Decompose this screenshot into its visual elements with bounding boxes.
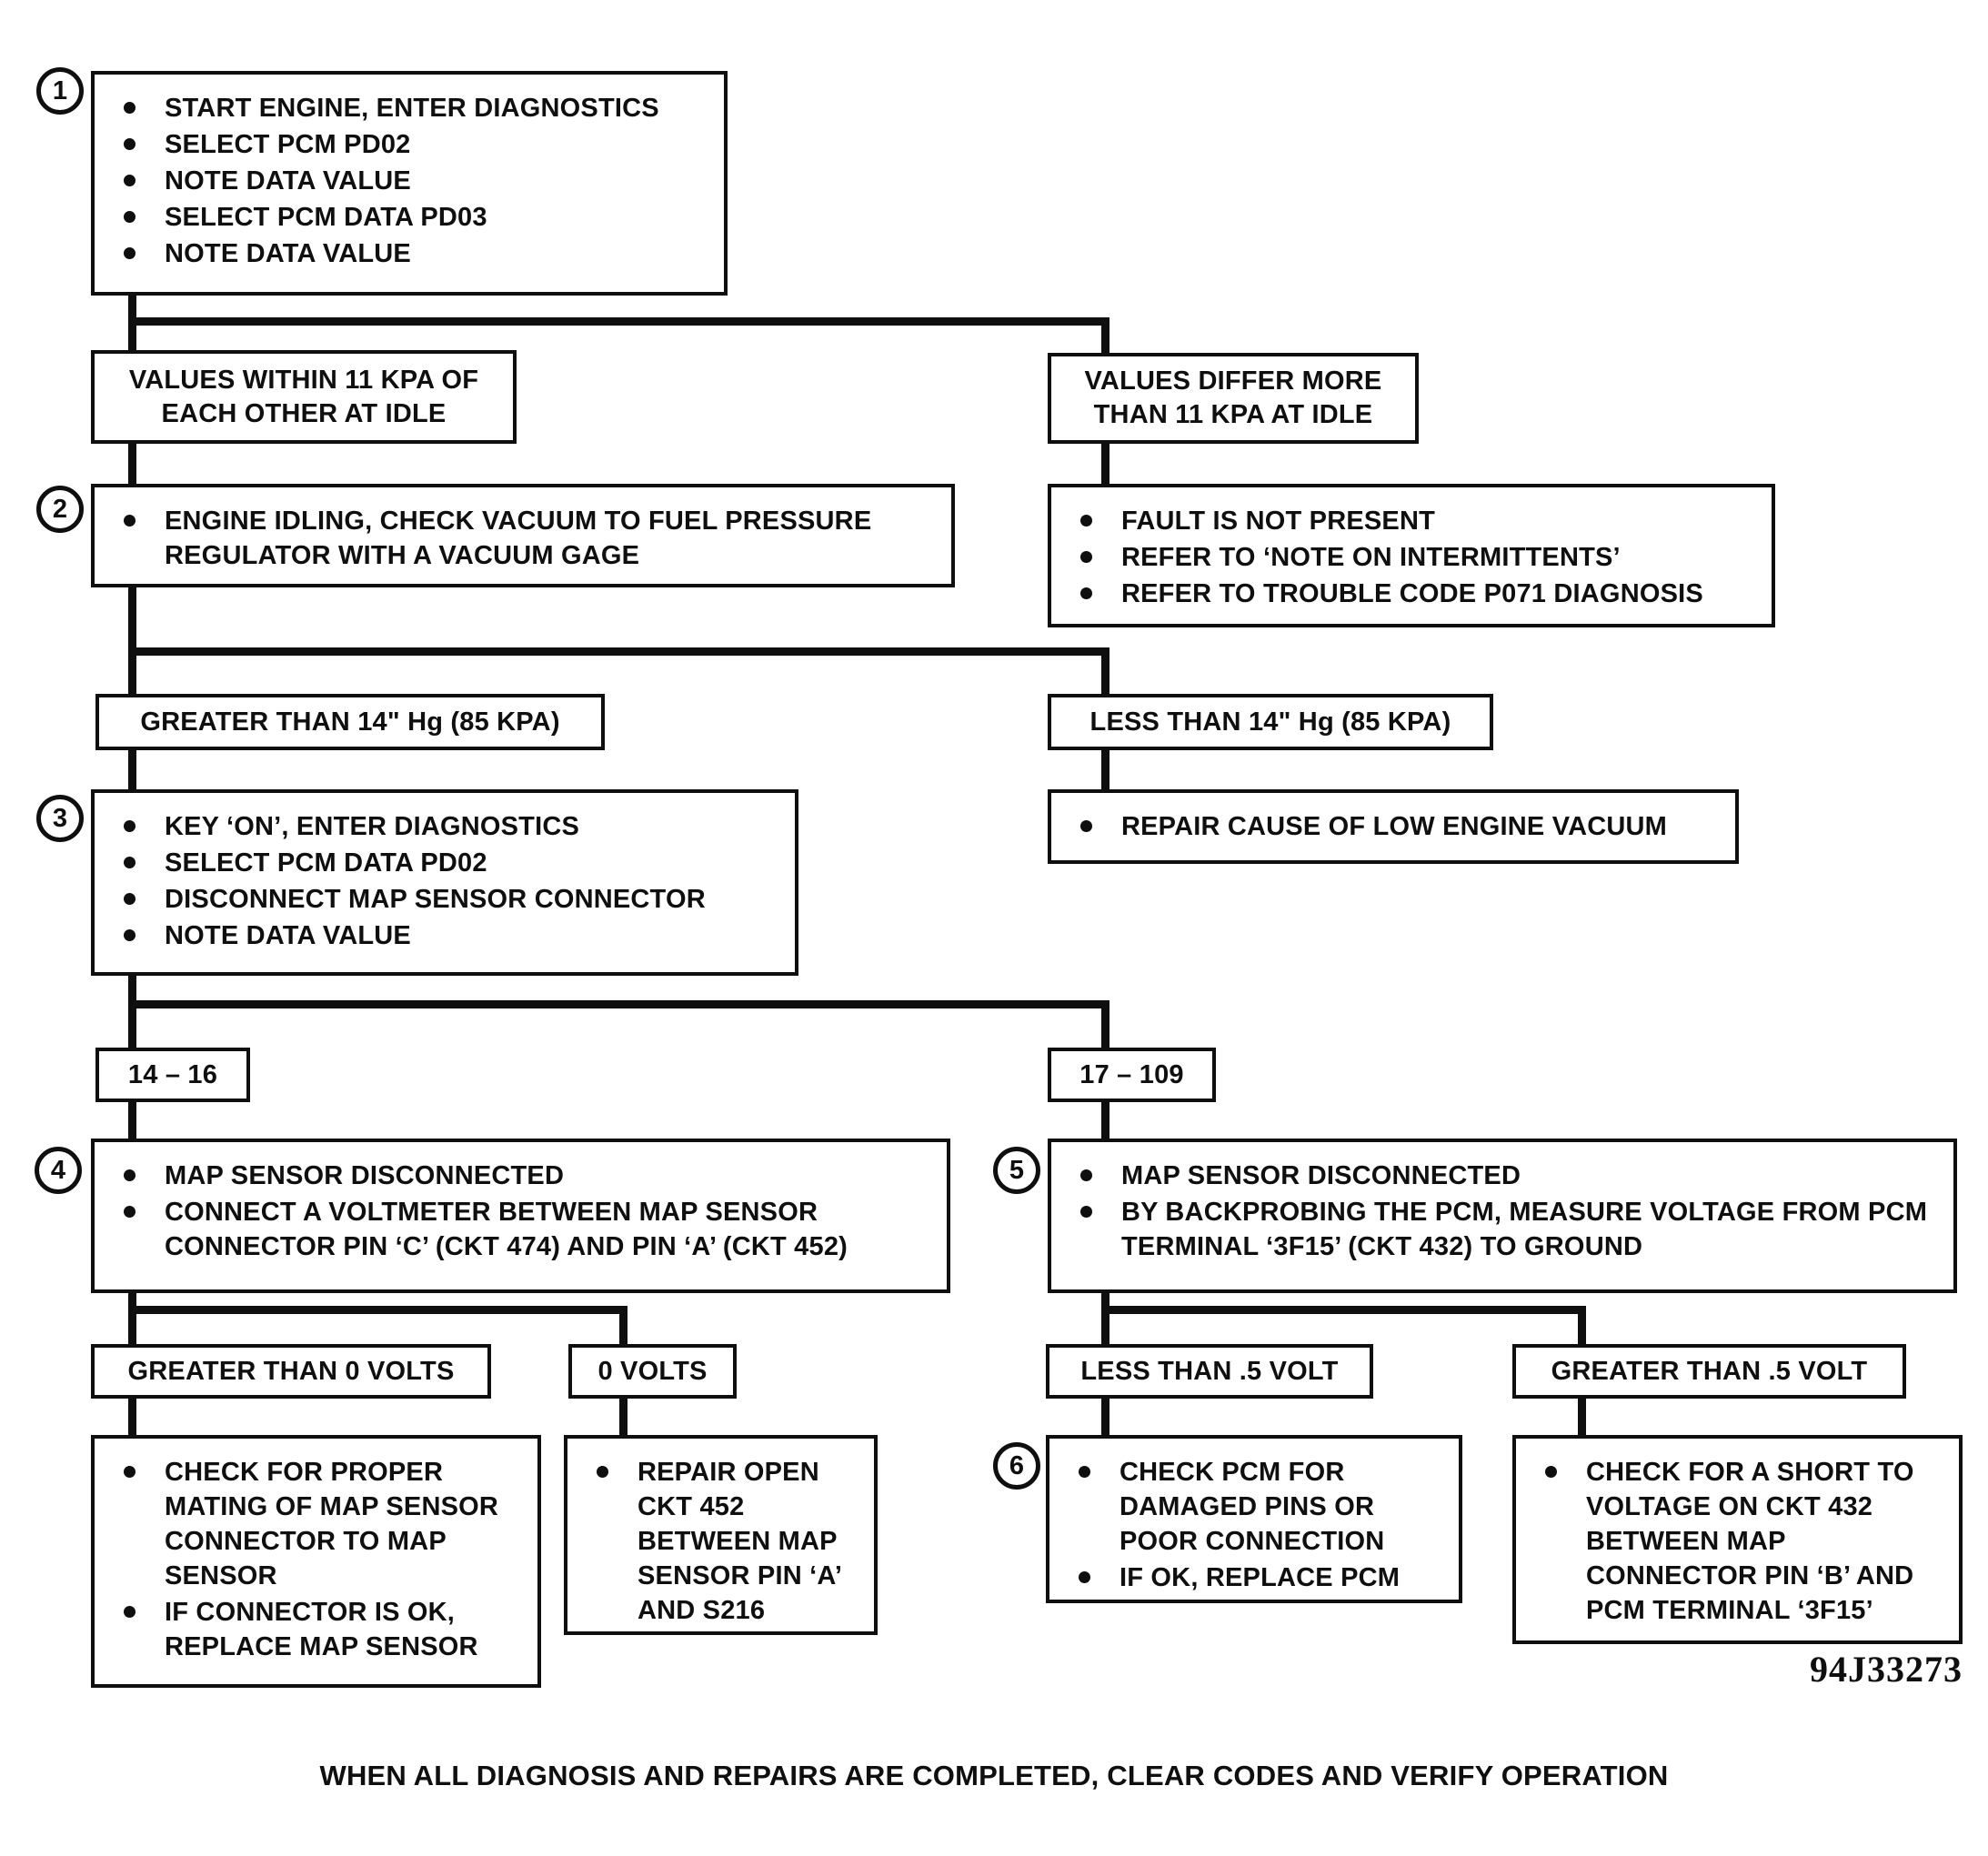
- bullet-item: [107, 1455, 523, 1593]
- bullet-item: [1064, 809, 1721, 844]
- bullet-dot: [1080, 551, 1092, 563]
- bullet-text: SELECT PCM DATA PD02: [165, 848, 487, 878]
- bullet-dot: [124, 1206, 136, 1218]
- step-2-badge: 2: [36, 486, 84, 533]
- connector-line: [1101, 647, 1109, 697]
- branch-values-within-11kpa: [91, 350, 517, 444]
- bullet-item: [107, 846, 780, 880]
- connector-line: [128, 444, 136, 484]
- step-4-badge: 4: [35, 1147, 82, 1194]
- bullet-item: [107, 1195, 932, 1264]
- bullet-text: ENGINE IDLING, CHECK VACUUM TO FUEL PRESSURE REGULATOR WITH A VACUUM GAGE: [165, 507, 872, 570]
- bullet-text: IF OK, REPLACE PCM: [1120, 1563, 1401, 1592]
- branch-label-line: LESS THAN 14" Hg (85 KPA): [1089, 707, 1451, 737]
- bullet-text: REFER TO TROUBLE CODE P071 DIAGNOSIS: [1121, 579, 1703, 608]
- node-repair-low-vacuum: [1048, 789, 1739, 864]
- branch-label-line: GREATER THAN 0 VOLTS: [127, 1356, 455, 1386]
- bullet-item: [1064, 540, 1757, 575]
- bullet-text: REPAIR CAUSE OF LOW ENGINE VACUUM: [1121, 812, 1668, 841]
- bullet-dot: [124, 1466, 136, 1478]
- bullet-dot: [1080, 1206, 1092, 1218]
- bullet-dot: [1545, 1466, 1557, 1478]
- bullet-dot: [124, 211, 136, 223]
- bullet-item: [107, 882, 780, 917]
- node-fault-not-present: [1048, 484, 1775, 627]
- bullet-text: REPAIR OPEN CKT 452 BETWEEN MAP SENSOR PIN ‘A’ AND S216: [638, 1458, 841, 1625]
- bullet-text: NOTE DATA VALUE: [165, 921, 411, 950]
- connector-line: [128, 1397, 136, 1438]
- bullet-item: [107, 1159, 932, 1193]
- branch-range-14-16: [95, 1048, 250, 1102]
- bullet-text: BY BACKPROBING THE PCM, MEASURE VOLTAGE FROM PCM TERMINAL ‘3F15’ (CKT 432) TO GROUND: [1121, 1198, 1928, 1261]
- bullet-item: [1062, 1455, 1444, 1559]
- bullet-item: [107, 236, 709, 271]
- node-check-connector-mating: [91, 1435, 541, 1688]
- bullet-text: FAULT IS NOT PRESENT: [1121, 507, 1436, 536]
- bullet-item: [1064, 577, 1757, 611]
- node-check-short-ckt432: [1512, 1435, 1963, 1644]
- bullet-item: [1064, 1159, 1939, 1193]
- connector-line: [1578, 1306, 1586, 1347]
- bullet-item: [107, 1595, 523, 1664]
- connector-line: [128, 1000, 1109, 1008]
- connector-line: [1101, 1306, 1586, 1314]
- bullet-text: MAP SENSOR DISCONNECTED: [1121, 1161, 1521, 1190]
- bullet-item: [107, 504, 937, 573]
- bullet-item: [107, 200, 709, 235]
- connector-line: [128, 748, 136, 792]
- bullet-dot: [124, 175, 136, 186]
- branch-label-line: GREATER THAN 14" Hg (85 KPA): [140, 707, 560, 737]
- bullet-text: CONNECT A VOLTMETER BETWEEN MAP SENSOR CONNECTOR PIN ‘C’ (CKT 474) AND PIN ‘A’ (CKT 452): [165, 1198, 848, 1261]
- bullet-dot: [124, 247, 136, 259]
- connector-line: [128, 647, 1109, 656]
- branch-label-line: 14 – 16: [127, 1059, 218, 1089]
- bullet-text: CHECK FOR PROPER MATING OF MAP SENSOR CONNECTOR TO MAP SENSOR: [165, 1458, 499, 1590]
- bullet-item: [1529, 1455, 1944, 1628]
- connector-line: [1101, 1397, 1109, 1438]
- branch-label-line: 17 – 109: [1079, 1059, 1184, 1089]
- branch-label-line: GREATER THAN .5 VOLT: [1551, 1356, 1868, 1386]
- bullet-dot: [124, 820, 136, 832]
- bullet-item: [1064, 504, 1757, 538]
- bullet-item: [107, 164, 709, 198]
- bullet-text: CHECK PCM FOR DAMAGED PINS OR POOR CONNECTION: [1120, 1458, 1385, 1556]
- figure-code: 94J33273: [1810, 1649, 1963, 1690]
- connector-line: [128, 1291, 136, 1347]
- bullet-dot: [1080, 587, 1092, 599]
- bullet-dot: [124, 102, 136, 114]
- connector-line: [1101, 1291, 1109, 1347]
- bullet-dot: [597, 1466, 608, 1478]
- branch-greater-than-14hg: [95, 694, 605, 750]
- bullet-text: NOTE DATA VALUE: [165, 239, 411, 268]
- connector-line: [128, 974, 136, 1050]
- bullet-text: IF CONNECTOR IS OK, REPLACE MAP SENSOR: [165, 1598, 478, 1661]
- connector-line: [1101, 442, 1109, 484]
- branch-label-line: VALUES WITHIN 11 KPA OF: [128, 365, 479, 395]
- connector-line: [1101, 1100, 1109, 1141]
- bullet-dot: [124, 1169, 136, 1181]
- bullet-text: REFER TO ‘NOTE ON INTERMITTENTS’: [1121, 543, 1621, 572]
- node-step-3: [91, 789, 798, 976]
- connector-line: [128, 1100, 136, 1141]
- branch-label-line: LESS THAN .5 VOLT: [1080, 1356, 1339, 1386]
- connector-line: [1101, 1000, 1109, 1050]
- node-step-5: [1048, 1139, 1957, 1293]
- footer-note: WHEN ALL DIAGNOSIS AND REPAIRS ARE COMPLETED, CLEAR CODES AND VERIFY OPERATION: [319, 1760, 1669, 1791]
- bullet-text: START ENGINE, ENTER DIAGNOSTICS: [165, 94, 659, 123]
- branch-greater-than-half-volt: [1512, 1344, 1906, 1399]
- bullet-dot: [1079, 1466, 1090, 1478]
- step-3-badge: 3: [36, 795, 84, 842]
- bullet-dot: [124, 1606, 136, 1618]
- branch-range-17-109: [1048, 1048, 1216, 1102]
- bullet-dot: [1080, 515, 1092, 527]
- bullet-text: DISCONNECT MAP SENSOR CONNECTOR: [165, 885, 706, 914]
- bullet-text: NOTE DATA VALUE: [165, 166, 411, 196]
- connector-line: [1101, 748, 1109, 792]
- node-step-2: [91, 484, 955, 587]
- connector-line: [128, 317, 1109, 326]
- branch-0-volts: [568, 1344, 737, 1399]
- step-6-badge: 6: [993, 1442, 1040, 1490]
- node-repair-open-ckt452: [564, 1435, 878, 1635]
- bullet-dot: [1080, 1169, 1092, 1181]
- branch-greater-than-0-volts: [91, 1344, 491, 1399]
- bullet-dot: [1080, 820, 1092, 832]
- branch-label-line: EACH OTHER AT IDLE: [161, 398, 447, 428]
- bullet-text: SELECT PCM PD02: [165, 130, 411, 159]
- bullet-text: SELECT PCM DATA PD03: [165, 203, 487, 232]
- branch-less-than-half-volt: [1046, 1344, 1373, 1399]
- bullet-text: MAP SENSOR DISCONNECTED: [165, 1161, 565, 1190]
- connector-line: [619, 1306, 628, 1347]
- bullet-item: [580, 1455, 859, 1628]
- branch-label-line: VALUES DIFFER MORE: [1084, 366, 1382, 396]
- bullet-dot: [1079, 1571, 1090, 1583]
- connector-line: [1578, 1397, 1586, 1438]
- node-step-4: [91, 1139, 950, 1293]
- bullet-item: [1062, 1560, 1444, 1595]
- step-5-badge: 5: [993, 1147, 1040, 1194]
- branch-label-line: 0 VOLTS: [597, 1356, 708, 1386]
- bullet-text: CHECK FOR A SHORT TO VOLTAGE ON CKT 432 BETWEEN MAP CONNECTOR PIN ‘B’ AND PCM TERMINAL ‘3F15’: [1586, 1458, 1914, 1625]
- bullet-text: KEY ‘ON’, ENTER DIAGNOSTICS: [165, 812, 580, 841]
- connector-line: [128, 586, 136, 697]
- branch-values-differ-11kpa: [1048, 353, 1419, 444]
- bullet-dot: [124, 857, 136, 868]
- bullet-item: [107, 127, 709, 162]
- bullet-item: [1064, 1195, 1939, 1264]
- connector-line: [619, 1397, 628, 1438]
- node-check-pcm-pins: [1046, 1435, 1462, 1603]
- connector-line: [128, 1306, 628, 1314]
- branch-label-line: THAN 11 KPA AT IDLE: [1093, 400, 1373, 429]
- bullet-dot: [124, 929, 136, 941]
- connector-line: [1101, 317, 1109, 356]
- bullet-dot: [124, 515, 136, 527]
- bullet-item: [107, 91, 709, 125]
- bullet-dot: [124, 138, 136, 150]
- bullet-dot: [124, 893, 136, 905]
- node-step-1: [91, 71, 728, 296]
- bullet-item: [107, 809, 780, 844]
- branch-less-than-14hg: [1048, 694, 1493, 750]
- bullet-item: [107, 918, 780, 953]
- step-1-badge: 1: [36, 67, 84, 115]
